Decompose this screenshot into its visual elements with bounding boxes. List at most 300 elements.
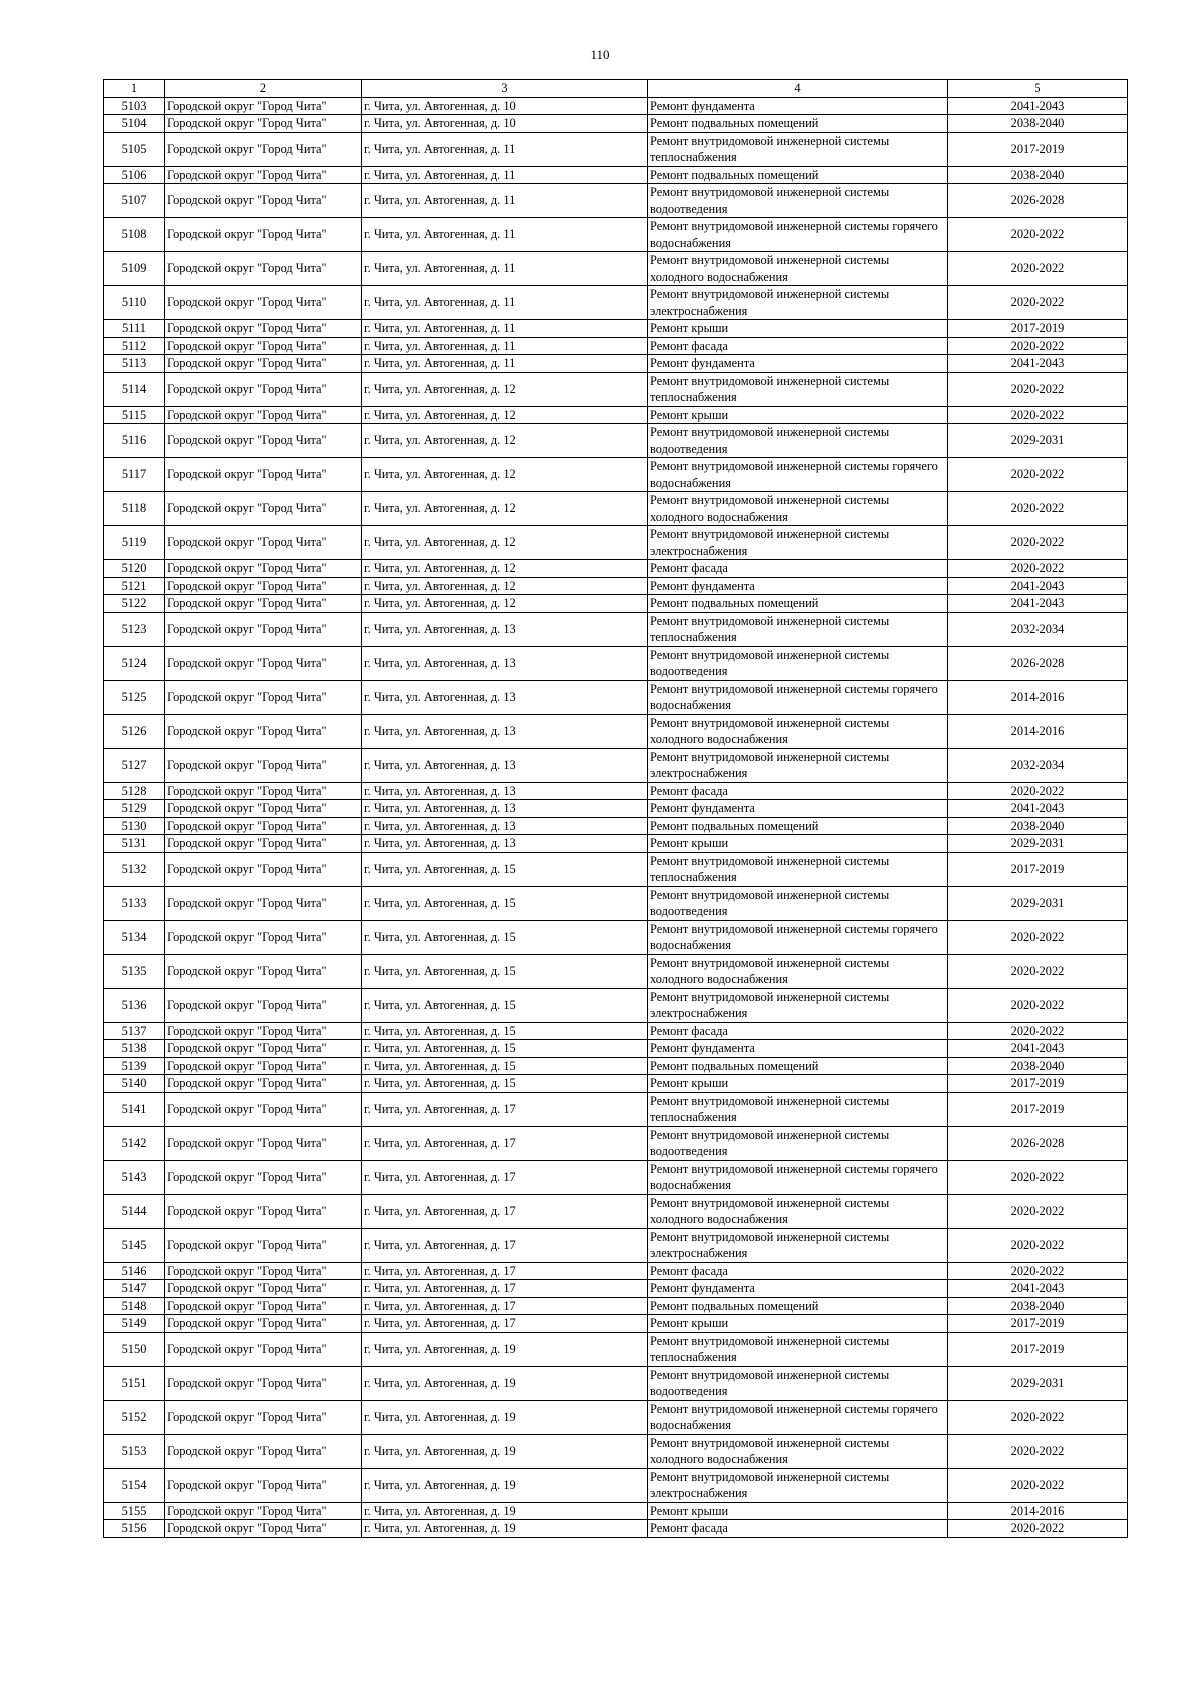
address-cell: г. Чита, ул. Автогенная, д. 19 xyxy=(362,1468,648,1502)
municipality-cell: Городской округ "Город Чита" xyxy=(165,1297,362,1315)
table-header-row xyxy=(104,80,1128,98)
period-cell: 2020-2022 xyxy=(948,1160,1128,1194)
row-number-cell: 5105 xyxy=(104,132,165,166)
row-number-cell: 5143 xyxy=(104,1160,165,1194)
period-cell: 2020-2022 xyxy=(948,286,1128,320)
work-type-cell: Ремонт внутридомовой инженерной системы водоотведения xyxy=(648,184,948,218)
period-cell: 2041-2043 xyxy=(948,1280,1128,1298)
period-cell: 2029-2031 xyxy=(948,835,1128,853)
table-row xyxy=(104,492,1128,526)
work-type-cell: Ремонт внутридомовой инженерной системы горячего водоснабжения xyxy=(648,920,948,954)
municipality-cell: Городской округ "Город Чита" xyxy=(165,1315,362,1333)
row-number-cell: 5114 xyxy=(104,372,165,406)
address-cell: г. Чита, ул. Автогенная, д. 17 xyxy=(362,1262,648,1280)
row-number-cell: 5115 xyxy=(104,406,165,424)
address-cell: г. Чита, ул. Автогенная, д. 12 xyxy=(362,458,648,492)
period-cell: 2041-2043 xyxy=(948,800,1128,818)
table-row xyxy=(104,320,1128,338)
period-cell: 2020-2022 xyxy=(948,1520,1128,1538)
address-cell: г. Чита, ул. Автогенная, д. 11 xyxy=(362,286,648,320)
table-row xyxy=(104,680,1128,714)
work-type-cell: Ремонт крыши xyxy=(648,1075,948,1093)
work-type-cell: Ремонт внутридомовой инженерной системы горячего водоснабжения xyxy=(648,458,948,492)
work-type-cell: Ремонт внутридомовой инженерной системы теплоснабжения xyxy=(648,1332,948,1366)
table-row xyxy=(104,1520,1128,1538)
work-type-cell: Ремонт фундамента xyxy=(648,97,948,115)
period-cell: 2020-2022 xyxy=(948,1262,1128,1280)
municipality-cell: Городской округ "Город Чита" xyxy=(165,424,362,458)
address-cell: г. Чита, ул. Автогенная, д. 19 xyxy=(362,1332,648,1366)
work-type-cell: Ремонт внутридомовой инженерной системы водоотведения xyxy=(648,1126,948,1160)
municipality-cell: Городской округ "Город Чита" xyxy=(165,1160,362,1194)
row-number-cell: 5123 xyxy=(104,612,165,646)
table-row xyxy=(104,988,1128,1022)
work-type-cell: Ремонт внутридомовой инженерной системы электроснабжения xyxy=(648,748,948,782)
municipality-cell: Городской округ "Город Чита" xyxy=(165,406,362,424)
table-row xyxy=(104,458,1128,492)
table-row xyxy=(104,1022,1128,1040)
table-row xyxy=(104,337,1128,355)
table-row xyxy=(104,1366,1128,1400)
row-number-cell: 5126 xyxy=(104,714,165,748)
row-number-cell: 5145 xyxy=(104,1228,165,1262)
work-type-cell: Ремонт внутридомовой инженерной системы горячего водоснабжения xyxy=(648,1160,948,1194)
municipality-cell: Городской округ "Город Чита" xyxy=(165,355,362,373)
row-number-cell: 5134 xyxy=(104,920,165,954)
address-cell: г. Чита, ул. Автогенная, д. 15 xyxy=(362,988,648,1022)
address-cell: г. Чита, ул. Автогенная, д. 13 xyxy=(362,646,648,680)
municipality-cell: Городской округ "Город Чита" xyxy=(165,1280,362,1298)
table-row xyxy=(104,852,1128,886)
municipality-cell: Городской округ "Город Чита" xyxy=(165,337,362,355)
municipality-cell: Городской округ "Город Чита" xyxy=(165,1022,362,1040)
row-number-cell: 5120 xyxy=(104,560,165,578)
row-number-cell: 5122 xyxy=(104,595,165,613)
table-row xyxy=(104,886,1128,920)
municipality-cell: Городской округ "Город Чита" xyxy=(165,714,362,748)
table-row xyxy=(104,355,1128,373)
table-row xyxy=(104,577,1128,595)
municipality-cell: Городской округ "Город Чита" xyxy=(165,492,362,526)
address-cell: г. Чита, ул. Автогенная, д. 17 xyxy=(362,1092,648,1126)
row-number-cell: 5147 xyxy=(104,1280,165,1298)
work-type-cell: Ремонт внутридомовой инженерной системы электроснабжения xyxy=(648,1228,948,1262)
column-header: 4 xyxy=(648,80,948,98)
municipality-cell: Городской округ "Город Чита" xyxy=(165,166,362,184)
row-number-cell: 5108 xyxy=(104,218,165,252)
address-cell: г. Чита, ул. Автогенная, д. 12 xyxy=(362,424,648,458)
address-cell: г. Чита, ул. Автогенная, д. 19 xyxy=(362,1434,648,1468)
address-cell: г. Чита, ул. Автогенная, д. 17 xyxy=(362,1126,648,1160)
address-cell: г. Чита, ул. Автогенная, д. 13 xyxy=(362,800,648,818)
period-cell: 2020-2022 xyxy=(948,372,1128,406)
period-cell: 2020-2022 xyxy=(948,218,1128,252)
work-type-cell: Ремонт фундамента xyxy=(648,800,948,818)
address-cell: г. Чита, ул. Автогенная, д. 11 xyxy=(362,166,648,184)
row-number-cell: 5138 xyxy=(104,1040,165,1058)
municipality-cell: Городской округ "Город Чита" xyxy=(165,1468,362,1502)
period-cell: 2017-2019 xyxy=(948,320,1128,338)
address-cell: г. Чита, ул. Автогенная, д. 17 xyxy=(362,1160,648,1194)
table-row xyxy=(104,1262,1128,1280)
work-type-cell: Ремонт внутридомовой инженерной системы электроснабжения xyxy=(648,286,948,320)
work-type-cell: Ремонт подвальных помещений xyxy=(648,817,948,835)
period-cell: 2020-2022 xyxy=(948,1400,1128,1434)
period-cell: 2017-2019 xyxy=(948,1315,1128,1333)
table-row xyxy=(104,646,1128,680)
period-cell: 2020-2022 xyxy=(948,406,1128,424)
municipality-cell: Городской округ "Город Чита" xyxy=(165,835,362,853)
address-cell: г. Чита, ул. Автогенная, д. 15 xyxy=(362,954,648,988)
period-cell: 2017-2019 xyxy=(948,852,1128,886)
address-cell: г. Чита, ул. Автогенная, д. 17 xyxy=(362,1315,648,1333)
address-cell: г. Чита, ул. Автогенная, д. 17 xyxy=(362,1228,648,1262)
work-type-cell: Ремонт внутридомовой инженерной системы электроснабжения xyxy=(648,988,948,1022)
table-row xyxy=(104,252,1128,286)
address-cell: г. Чита, ул. Автогенная, д. 19 xyxy=(362,1400,648,1434)
table-row xyxy=(104,817,1128,835)
table-row xyxy=(104,372,1128,406)
work-type-cell: Ремонт внутридомовой инженерной системы холодного водоснабжения xyxy=(648,714,948,748)
address-cell: г. Чита, ул. Автогенная, д. 12 xyxy=(362,372,648,406)
work-type-cell: Ремонт внутридомовой инженерной системы водоотведения xyxy=(648,1366,948,1400)
address-cell: г. Чита, ул. Автогенная, д. 15 xyxy=(362,852,648,886)
address-cell: г. Чита, ул. Автогенная, д. 11 xyxy=(362,355,648,373)
table-row xyxy=(104,1075,1128,1093)
municipality-cell: Городской округ "Город Чита" xyxy=(165,458,362,492)
row-number-cell: 5119 xyxy=(104,526,165,560)
row-number-cell: 5154 xyxy=(104,1468,165,1502)
period-cell: 2014-2016 xyxy=(948,714,1128,748)
table-row xyxy=(104,1332,1128,1366)
row-number-cell: 5151 xyxy=(104,1366,165,1400)
municipality-cell: Городской округ "Город Чита" xyxy=(165,1434,362,1468)
municipality-cell: Городской округ "Город Чита" xyxy=(165,252,362,286)
address-cell: г. Чита, ул. Автогенная, д. 13 xyxy=(362,714,648,748)
period-cell: 2020-2022 xyxy=(948,1022,1128,1040)
address-cell: г. Чита, ул. Автогенная, д. 13 xyxy=(362,817,648,835)
work-type-cell: Ремонт крыши xyxy=(648,406,948,424)
address-cell: г. Чита, ул. Автогенная, д. 10 xyxy=(362,97,648,115)
municipality-cell: Городской округ "Город Чита" xyxy=(165,1194,362,1228)
work-type-cell: Ремонт внутридомовой инженерной системы теплоснабжения xyxy=(648,612,948,646)
row-number-cell: 5118 xyxy=(104,492,165,526)
work-type-cell: Ремонт фундамента xyxy=(648,577,948,595)
period-cell: 2020-2022 xyxy=(948,492,1128,526)
address-cell: г. Чита, ул. Автогенная, д. 13 xyxy=(362,612,648,646)
table-row xyxy=(104,1126,1128,1160)
municipality-cell: Городской округ "Город Чита" xyxy=(165,1366,362,1400)
period-cell: 2029-2031 xyxy=(948,886,1128,920)
work-type-cell: Ремонт фасада xyxy=(648,1520,948,1538)
work-type-cell: Ремонт фасада xyxy=(648,1262,948,1280)
period-cell: 2038-2040 xyxy=(948,166,1128,184)
address-cell: г. Чита, ул. Автогенная, д. 17 xyxy=(362,1280,648,1298)
row-number-cell: 5150 xyxy=(104,1332,165,1366)
work-type-cell: Ремонт внутридомовой инженерной системы холодного водоснабжения xyxy=(648,1434,948,1468)
row-number-cell: 5113 xyxy=(104,355,165,373)
period-cell: 2041-2043 xyxy=(948,1040,1128,1058)
address-cell: г. Чита, ул. Автогенная, д. 12 xyxy=(362,560,648,578)
municipality-cell: Городской округ "Город Чита" xyxy=(165,800,362,818)
row-number-cell: 5152 xyxy=(104,1400,165,1434)
row-number-cell: 5103 xyxy=(104,97,165,115)
work-type-cell: Ремонт крыши xyxy=(648,835,948,853)
row-number-cell: 5109 xyxy=(104,252,165,286)
period-cell: 2020-2022 xyxy=(948,252,1128,286)
work-type-cell: Ремонт внутридомовой инженерной системы электроснабжения xyxy=(648,526,948,560)
work-type-cell: Ремонт фундамента xyxy=(648,1280,948,1298)
period-cell: 2026-2028 xyxy=(948,184,1128,218)
row-number-cell: 5127 xyxy=(104,748,165,782)
address-cell: г. Чита, ул. Автогенная, д. 17 xyxy=(362,1297,648,1315)
table-row xyxy=(104,800,1128,818)
work-type-cell: Ремонт внутридомовой инженерной системы теплоснабжения xyxy=(648,132,948,166)
column-header: 3 xyxy=(362,80,648,98)
address-cell: г. Чита, ул. Автогенная, д. 15 xyxy=(362,1022,648,1040)
municipality-cell: Городской округ "Город Чита" xyxy=(165,526,362,560)
table-row xyxy=(104,1160,1128,1194)
municipality-cell: Городской округ "Город Чита" xyxy=(165,1520,362,1538)
address-cell: г. Чита, ул. Автогенная, д. 19 xyxy=(362,1366,648,1400)
work-type-cell: Ремонт фасада xyxy=(648,1022,948,1040)
table-row xyxy=(104,748,1128,782)
address-cell: г. Чита, ул. Автогенная, д. 12 xyxy=(362,595,648,613)
work-type-cell: Ремонт внутридомовой инженерной системы холодного водоснабжения xyxy=(648,252,948,286)
table-body xyxy=(104,97,1128,1537)
municipality-cell: Городской округ "Город Чита" xyxy=(165,954,362,988)
table-row xyxy=(104,424,1128,458)
work-type-cell: Ремонт внутридомовой инженерной системы холодного водоснабжения xyxy=(648,1194,948,1228)
municipality-cell: Городской округ "Город Чита" xyxy=(165,1332,362,1366)
row-number-cell: 5110 xyxy=(104,286,165,320)
table-row xyxy=(104,1468,1128,1502)
work-type-cell: Ремонт внутридомовой инженерной системы горячего водоснабжения xyxy=(648,680,948,714)
row-number-cell: 5129 xyxy=(104,800,165,818)
row-number-cell: 5146 xyxy=(104,1262,165,1280)
work-type-cell: Ремонт фундамента xyxy=(648,1040,948,1058)
address-cell: г. Чита, ул. Автогенная, д. 11 xyxy=(362,184,648,218)
period-cell: 2041-2043 xyxy=(948,577,1128,595)
address-cell: г. Чита, ул. Автогенная, д. 13 xyxy=(362,782,648,800)
address-cell: г. Чита, ул. Автогенная, д. 12 xyxy=(362,492,648,526)
address-cell: г. Чита, ул. Автогенная, д. 10 xyxy=(362,115,648,133)
row-number-cell: 5135 xyxy=(104,954,165,988)
address-cell: г. Чита, ул. Автогенная, д. 12 xyxy=(362,406,648,424)
municipality-cell: Городской округ "Город Чита" xyxy=(165,560,362,578)
row-number-cell: 5111 xyxy=(104,320,165,338)
period-cell: 2026-2028 xyxy=(948,646,1128,680)
table-row xyxy=(104,166,1128,184)
period-cell: 2014-2016 xyxy=(948,680,1128,714)
period-cell: 2020-2022 xyxy=(948,1228,1128,1262)
table-row xyxy=(104,835,1128,853)
table-row xyxy=(104,184,1128,218)
work-type-cell: Ремонт фасада xyxy=(648,337,948,355)
work-type-cell: Ремонт подвальных помещений xyxy=(648,595,948,613)
row-number-cell: 5117 xyxy=(104,458,165,492)
work-type-cell: Ремонт внутридомовой инженерной системы теплоснабжения xyxy=(648,852,948,886)
table-row xyxy=(104,1194,1128,1228)
row-number-cell: 5116 xyxy=(104,424,165,458)
address-cell: г. Чита, ул. Автогенная, д. 11 xyxy=(362,320,648,338)
row-number-cell: 5128 xyxy=(104,782,165,800)
period-cell: 2032-2034 xyxy=(948,612,1128,646)
work-type-cell: Ремонт крыши xyxy=(648,1502,948,1520)
municipality-cell: Городской округ "Город Чита" xyxy=(165,1126,362,1160)
municipality-cell: Городской округ "Город Чита" xyxy=(165,748,362,782)
row-number-cell: 5132 xyxy=(104,852,165,886)
column-header: 2 xyxy=(165,80,362,98)
work-type-cell: Ремонт подвальных помещений xyxy=(648,1057,948,1075)
period-cell: 2029-2031 xyxy=(948,424,1128,458)
row-number-cell: 5142 xyxy=(104,1126,165,1160)
period-cell: 2038-2040 xyxy=(948,115,1128,133)
address-cell: г. Чита, ул. Автогенная, д. 15 xyxy=(362,920,648,954)
municipality-cell: Городской округ "Город Чита" xyxy=(165,988,362,1022)
row-number-cell: 5155 xyxy=(104,1502,165,1520)
municipality-cell: Городской округ "Город Чита" xyxy=(165,646,362,680)
period-cell: 2041-2043 xyxy=(948,595,1128,613)
municipality-cell: Городской округ "Город Чита" xyxy=(165,1262,362,1280)
address-cell: г. Чита, ул. Автогенная, д. 15 xyxy=(362,1040,648,1058)
table-row xyxy=(104,920,1128,954)
period-cell: 2020-2022 xyxy=(948,782,1128,800)
table-row xyxy=(104,1057,1128,1075)
municipality-cell: Городской округ "Город Чита" xyxy=(165,782,362,800)
work-type-cell: Ремонт внутридомовой инженерной системы водоотведения xyxy=(648,646,948,680)
address-cell: г. Чита, ул. Автогенная, д. 11 xyxy=(362,218,648,252)
period-cell: 2020-2022 xyxy=(948,560,1128,578)
work-type-cell: Ремонт внутридомовой инженерной системы холодного водоснабжения xyxy=(648,492,948,526)
address-cell: г. Чита, ул. Автогенная, д. 19 xyxy=(362,1520,648,1538)
period-cell: 2038-2040 xyxy=(948,1057,1128,1075)
address-cell: г. Чита, ул. Автогенная, д. 13 xyxy=(362,680,648,714)
table-row xyxy=(104,218,1128,252)
address-cell: г. Чита, ул. Автогенная, д. 15 xyxy=(362,1075,648,1093)
row-number-cell: 5130 xyxy=(104,817,165,835)
municipality-cell: Городской округ "Город Чита" xyxy=(165,97,362,115)
repair-schedule-table xyxy=(103,79,1128,1538)
work-type-cell: Ремонт внутридомовой инженерной системы горячего водоснабжения xyxy=(648,218,948,252)
table-row xyxy=(104,1297,1128,1315)
row-number-cell: 5136 xyxy=(104,988,165,1022)
row-number-cell: 5107 xyxy=(104,184,165,218)
work-type-cell: Ремонт внутридомовой инженерной системы холодного водоснабжения xyxy=(648,954,948,988)
municipality-cell: Городской округ "Город Чита" xyxy=(165,132,362,166)
municipality-cell: Городской округ "Город Чита" xyxy=(165,852,362,886)
address-cell: г. Чита, ул. Автогенная, д. 11 xyxy=(362,337,648,355)
period-cell: 2038-2040 xyxy=(948,817,1128,835)
row-number-cell: 5124 xyxy=(104,646,165,680)
period-cell: 2020-2022 xyxy=(948,1468,1128,1502)
work-type-cell: Ремонт подвальных помещений xyxy=(648,166,948,184)
municipality-cell: Городской округ "Город Чита" xyxy=(165,1400,362,1434)
row-number-cell: 5137 xyxy=(104,1022,165,1040)
municipality-cell: Городской округ "Город Чита" xyxy=(165,320,362,338)
municipality-cell: Городской округ "Город Чита" xyxy=(165,218,362,252)
table-row xyxy=(104,714,1128,748)
municipality-cell: Городской округ "Город Чита" xyxy=(165,612,362,646)
period-cell: 2014-2016 xyxy=(948,1502,1128,1520)
table-row xyxy=(104,286,1128,320)
row-number-cell: 5121 xyxy=(104,577,165,595)
period-cell: 2020-2022 xyxy=(948,1434,1128,1468)
period-cell: 2041-2043 xyxy=(948,355,1128,373)
row-number-cell: 5156 xyxy=(104,1520,165,1538)
address-cell: г. Чита, ул. Автогенная, д. 15 xyxy=(362,886,648,920)
municipality-cell: Городской округ "Город Чита" xyxy=(165,1502,362,1520)
address-cell: г. Чита, ул. Автогенная, д. 12 xyxy=(362,577,648,595)
table-row xyxy=(104,406,1128,424)
period-cell: 2017-2019 xyxy=(948,1075,1128,1093)
municipality-cell: Городской округ "Город Чита" xyxy=(165,184,362,218)
table-row xyxy=(104,97,1128,115)
table-row xyxy=(104,526,1128,560)
period-cell: 2017-2019 xyxy=(948,1092,1128,1126)
municipality-cell: Городской округ "Город Чита" xyxy=(165,1075,362,1093)
period-cell: 2020-2022 xyxy=(948,458,1128,492)
period-cell: 2017-2019 xyxy=(948,1332,1128,1366)
row-number-cell: 5112 xyxy=(104,337,165,355)
municipality-cell: Городской округ "Город Чита" xyxy=(165,286,362,320)
period-cell: 2038-2040 xyxy=(948,1297,1128,1315)
municipality-cell: Городской округ "Город Чита" xyxy=(165,680,362,714)
table-row xyxy=(104,782,1128,800)
address-cell: г. Чита, ул. Автогенная, д. 15 xyxy=(362,1057,648,1075)
period-cell: 2020-2022 xyxy=(948,1194,1128,1228)
table-row xyxy=(104,115,1128,133)
work-type-cell: Ремонт внутридомовой инженерной системы горячего водоснабжения xyxy=(648,1400,948,1434)
table-row xyxy=(104,1502,1128,1520)
municipality-cell: Городской округ "Город Чита" xyxy=(165,1040,362,1058)
work-type-cell: Ремонт внутридомовой инженерной системы теплоснабжения xyxy=(648,372,948,406)
table-row xyxy=(104,132,1128,166)
row-number-cell: 5106 xyxy=(104,166,165,184)
table-row xyxy=(104,1228,1128,1262)
period-cell: 2020-2022 xyxy=(948,337,1128,355)
work-type-cell: Ремонт внутридомовой инженерной системы водоотведения xyxy=(648,886,948,920)
period-cell: 2029-2031 xyxy=(948,1366,1128,1400)
table-row xyxy=(104,560,1128,578)
work-type-cell: Ремонт подвальных помещений xyxy=(648,1297,948,1315)
address-cell: г. Чита, ул. Автогенная, д. 12 xyxy=(362,526,648,560)
period-cell: 2020-2022 xyxy=(948,954,1128,988)
table-row xyxy=(104,1092,1128,1126)
row-number-cell: 5139 xyxy=(104,1057,165,1075)
row-number-cell: 5144 xyxy=(104,1194,165,1228)
period-cell: 2032-2034 xyxy=(948,748,1128,782)
work-type-cell: Ремонт внутридомовой инженерной системы водоотведения xyxy=(648,424,948,458)
address-cell: г. Чита, ул. Автогенная, д. 19 xyxy=(362,1502,648,1520)
period-cell: 2026-2028 xyxy=(948,1126,1128,1160)
page-number: 110 xyxy=(590,47,610,62)
table-row xyxy=(104,954,1128,988)
work-type-cell: Ремонт подвальных помещений xyxy=(648,115,948,133)
work-type-cell: Ремонт фасада xyxy=(648,560,948,578)
municipality-cell: Городской округ "Город Чита" xyxy=(165,1092,362,1126)
work-type-cell: Ремонт внутридомовой инженерной системы электроснабжения xyxy=(648,1468,948,1502)
row-number-cell: 5149 xyxy=(104,1315,165,1333)
period-cell: 2020-2022 xyxy=(948,988,1128,1022)
table-row xyxy=(104,612,1128,646)
municipality-cell: Городской округ "Город Чита" xyxy=(165,886,362,920)
table-row xyxy=(104,1040,1128,1058)
municipality-cell: Городской округ "Город Чита" xyxy=(165,115,362,133)
table-row xyxy=(104,595,1128,613)
work-type-cell: Ремонт фасада xyxy=(648,782,948,800)
work-type-cell: Ремонт крыши xyxy=(648,320,948,338)
